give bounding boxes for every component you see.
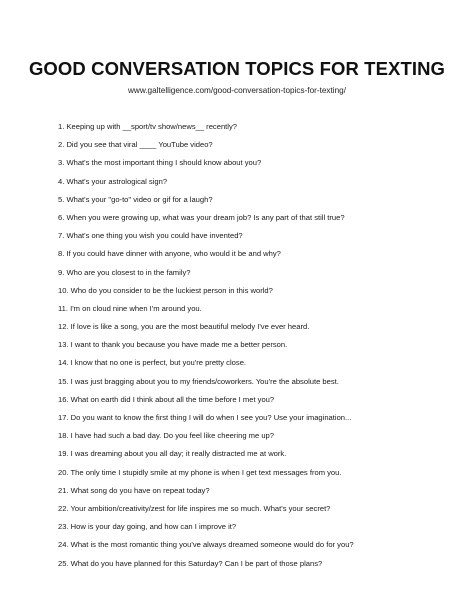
list-item: 5. What's your "go-to" video or gif for a laugh? xyxy=(58,194,213,204)
list-item: 9. Who are you closest to in the family? xyxy=(58,267,191,277)
list-item: 24. What is the most romantic thing you've always dreamed someone would do for you? xyxy=(58,540,354,550)
list-item: 25. What do you have planned for this Saturday? Can I be part of those plans? xyxy=(58,558,323,568)
list-item: 11. I'm on cloud nine when I'm around you. xyxy=(58,303,202,313)
topics-list xyxy=(58,118,438,573)
list-item: 12. If love is like a song, you are the most beautiful melody I've ever heard. xyxy=(58,322,310,332)
list-item: 2. Did you see that viral ____ YouTube video? xyxy=(58,140,213,150)
list-item: 15. I was just bragging about you to my friends/coworkers. You're the absolute best. xyxy=(58,376,339,386)
list-item: 8. If you could have dinner with anyone, who would it be and why? xyxy=(58,249,281,259)
list-item: 19. I was dreaming about you all day; it really distracted me at work. xyxy=(58,449,287,459)
list-item: 22. Your ambition/creativity/zest for life inspires me so much. What's your secret? xyxy=(58,503,331,513)
list-item: 3. What's the most important thing I should know about you? xyxy=(58,158,262,168)
list-item: 21. What song do you have on repeat today? xyxy=(58,485,210,495)
list-item: 4. What's your astrological sign? xyxy=(58,176,168,186)
list-item: 17. Do you want to know the first thing I will do when I see you? Use your imagination... xyxy=(58,413,352,422)
list-item: 16. What on earth did I think about all the time before I met you? xyxy=(58,394,275,404)
list-item: 10. Who do you consider to be the luckiest person in this world? xyxy=(58,285,273,295)
list-item: 20. The only time I stupidly smile at my phone is when I get text messages from you. xyxy=(58,467,342,477)
list-item: 6. When you were growing up, what was your dream job? Is any part of that still true? xyxy=(58,212,345,222)
source-url: www.galtelligence.com/good-conversation-topics-for-texting/ xyxy=(128,86,346,95)
list-item: 13. I want to thank you because you have made me a better person. xyxy=(58,340,288,350)
list-item: 18. I have had such a bad day. Do you feel like cheering me up? xyxy=(58,431,274,441)
list-item: 14. I know that no one is perfect, but you're pretty close. xyxy=(58,358,247,368)
list-item: 7. What's one thing you wish you could have invented? xyxy=(58,231,243,241)
list-item: 1. Keeping up with __sport/tv show/news__ recently? xyxy=(58,122,237,131)
list-item: 23. How is your day going, and how can I improve it? xyxy=(58,522,237,532)
page-title: GOOD CONVERSATION TOPICS FOR TEXTING xyxy=(28,58,446,79)
